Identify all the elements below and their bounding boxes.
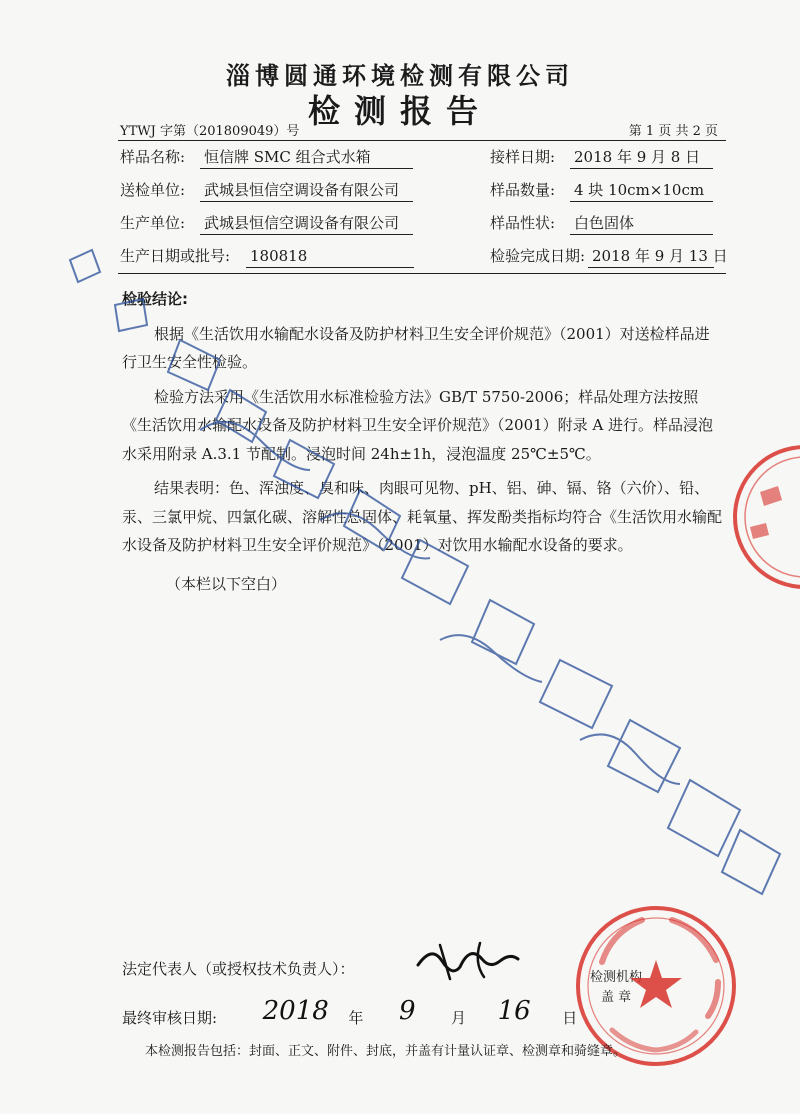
property-label: 样品性状: [490,214,556,232]
conclusion-title: 检验结论: [122,290,188,308]
conclusion-section [122,285,722,598]
year-handwritten: 2018 [262,996,329,1026]
org-seal-line2: 盖 章 [600,990,632,1005]
report-number: YTWJ 字第（201809049）号 [120,124,300,139]
side-stamp-graphic [720,432,800,602]
report-title: 检测报告 [307,92,492,130]
sample-info-table [118,140,726,274]
conclusion-paragraph: 根据《生活饮用水输配水设备及防护材料卫生安全评价规范》（2001）对送检样品进行卫生安全性检验。 [122,324,710,371]
batch-label: 生产日期或批号: [120,247,231,265]
info-row [118,174,726,207]
day-char: 日 [562,1009,578,1027]
year-char: 年 [348,1009,364,1027]
info-row [118,240,726,273]
sample-name-value: 恒信牌 SMC 组合式水箱 [200,146,413,169]
sample-name-label: 样品名称: [120,148,186,166]
company-name: 淄博圆通环境检测有限公司 [226,62,574,90]
day-handwritten: 16 [497,996,531,1026]
report-footer-note: 本检测报告包括：封面、正文、附件、封底，并盖有计量认证章、检测章和骑缝章。 [145,1044,627,1059]
submitter-label: 送检单位: [120,181,186,199]
complete-date-value: 2018 年 9 月 13 日 [588,245,714,268]
info-row [118,207,726,240]
conclusion-paragraph: 检验方法采用《生活饮用水标准检验方法》GB/T 5750-2006；样品处理方法按照《生活饮用水输配水设备及防护材料卫生安全评价规范》（2001）附录 A 进行。样品浸泡水采用附录 A.3.1 节配制。浸泡时间 24h±1h，浸泡温度 25℃±5℃。 [122,387,714,463]
final-review-label: 最终审核日期: [122,1009,218,1027]
submitter-value: 武城县恒信空调设备有限公司 [200,179,413,202]
legal-representative-label: 法定代表人（或授权技术负责人）： [122,960,355,978]
page-info: 第 1 页 共 2 页 [628,124,718,139]
property-value: 白色固体 [570,212,713,235]
complete-date-label: 检验完成日期: [490,247,586,265]
conclusion-paragraph: 结果表明：色、浑浊度、臭和味、肉眼可见物、pH、铝、砷、镉、铬（六价）、铅、汞、三氯甲烷、四氯化碳、溶解性总固体、耗氧量、挥发酚类指标均符合《生活饮用水输配水设备及防护材料卫生安全评价规范》（2001）对饮用水输配水设备的要求。 [122,479,723,554]
receive-date-value: 2018 年 9 月 8 日 [570,146,713,169]
final-review-date [122,996,578,1030]
month-handwritten: 9 [398,996,416,1026]
receive-date-label: 接样日期: [490,148,556,166]
blank-note: （本栏以下空白） [166,574,287,593]
month-char: 月 [451,1009,467,1027]
producer-value: 武城县恒信空调设备有限公司 [200,212,413,235]
signature-graphic [410,935,520,985]
batch-value: 180818 [246,245,414,268]
info-row [118,141,726,174]
quantity-value: 4 块 10cm×10cm [570,179,713,202]
org-seal-line1: 检测机构 [590,970,643,985]
quantity-label: 样品数量: [490,181,556,199]
signature [410,935,520,994]
producer-label: 生产单位: [120,214,186,232]
